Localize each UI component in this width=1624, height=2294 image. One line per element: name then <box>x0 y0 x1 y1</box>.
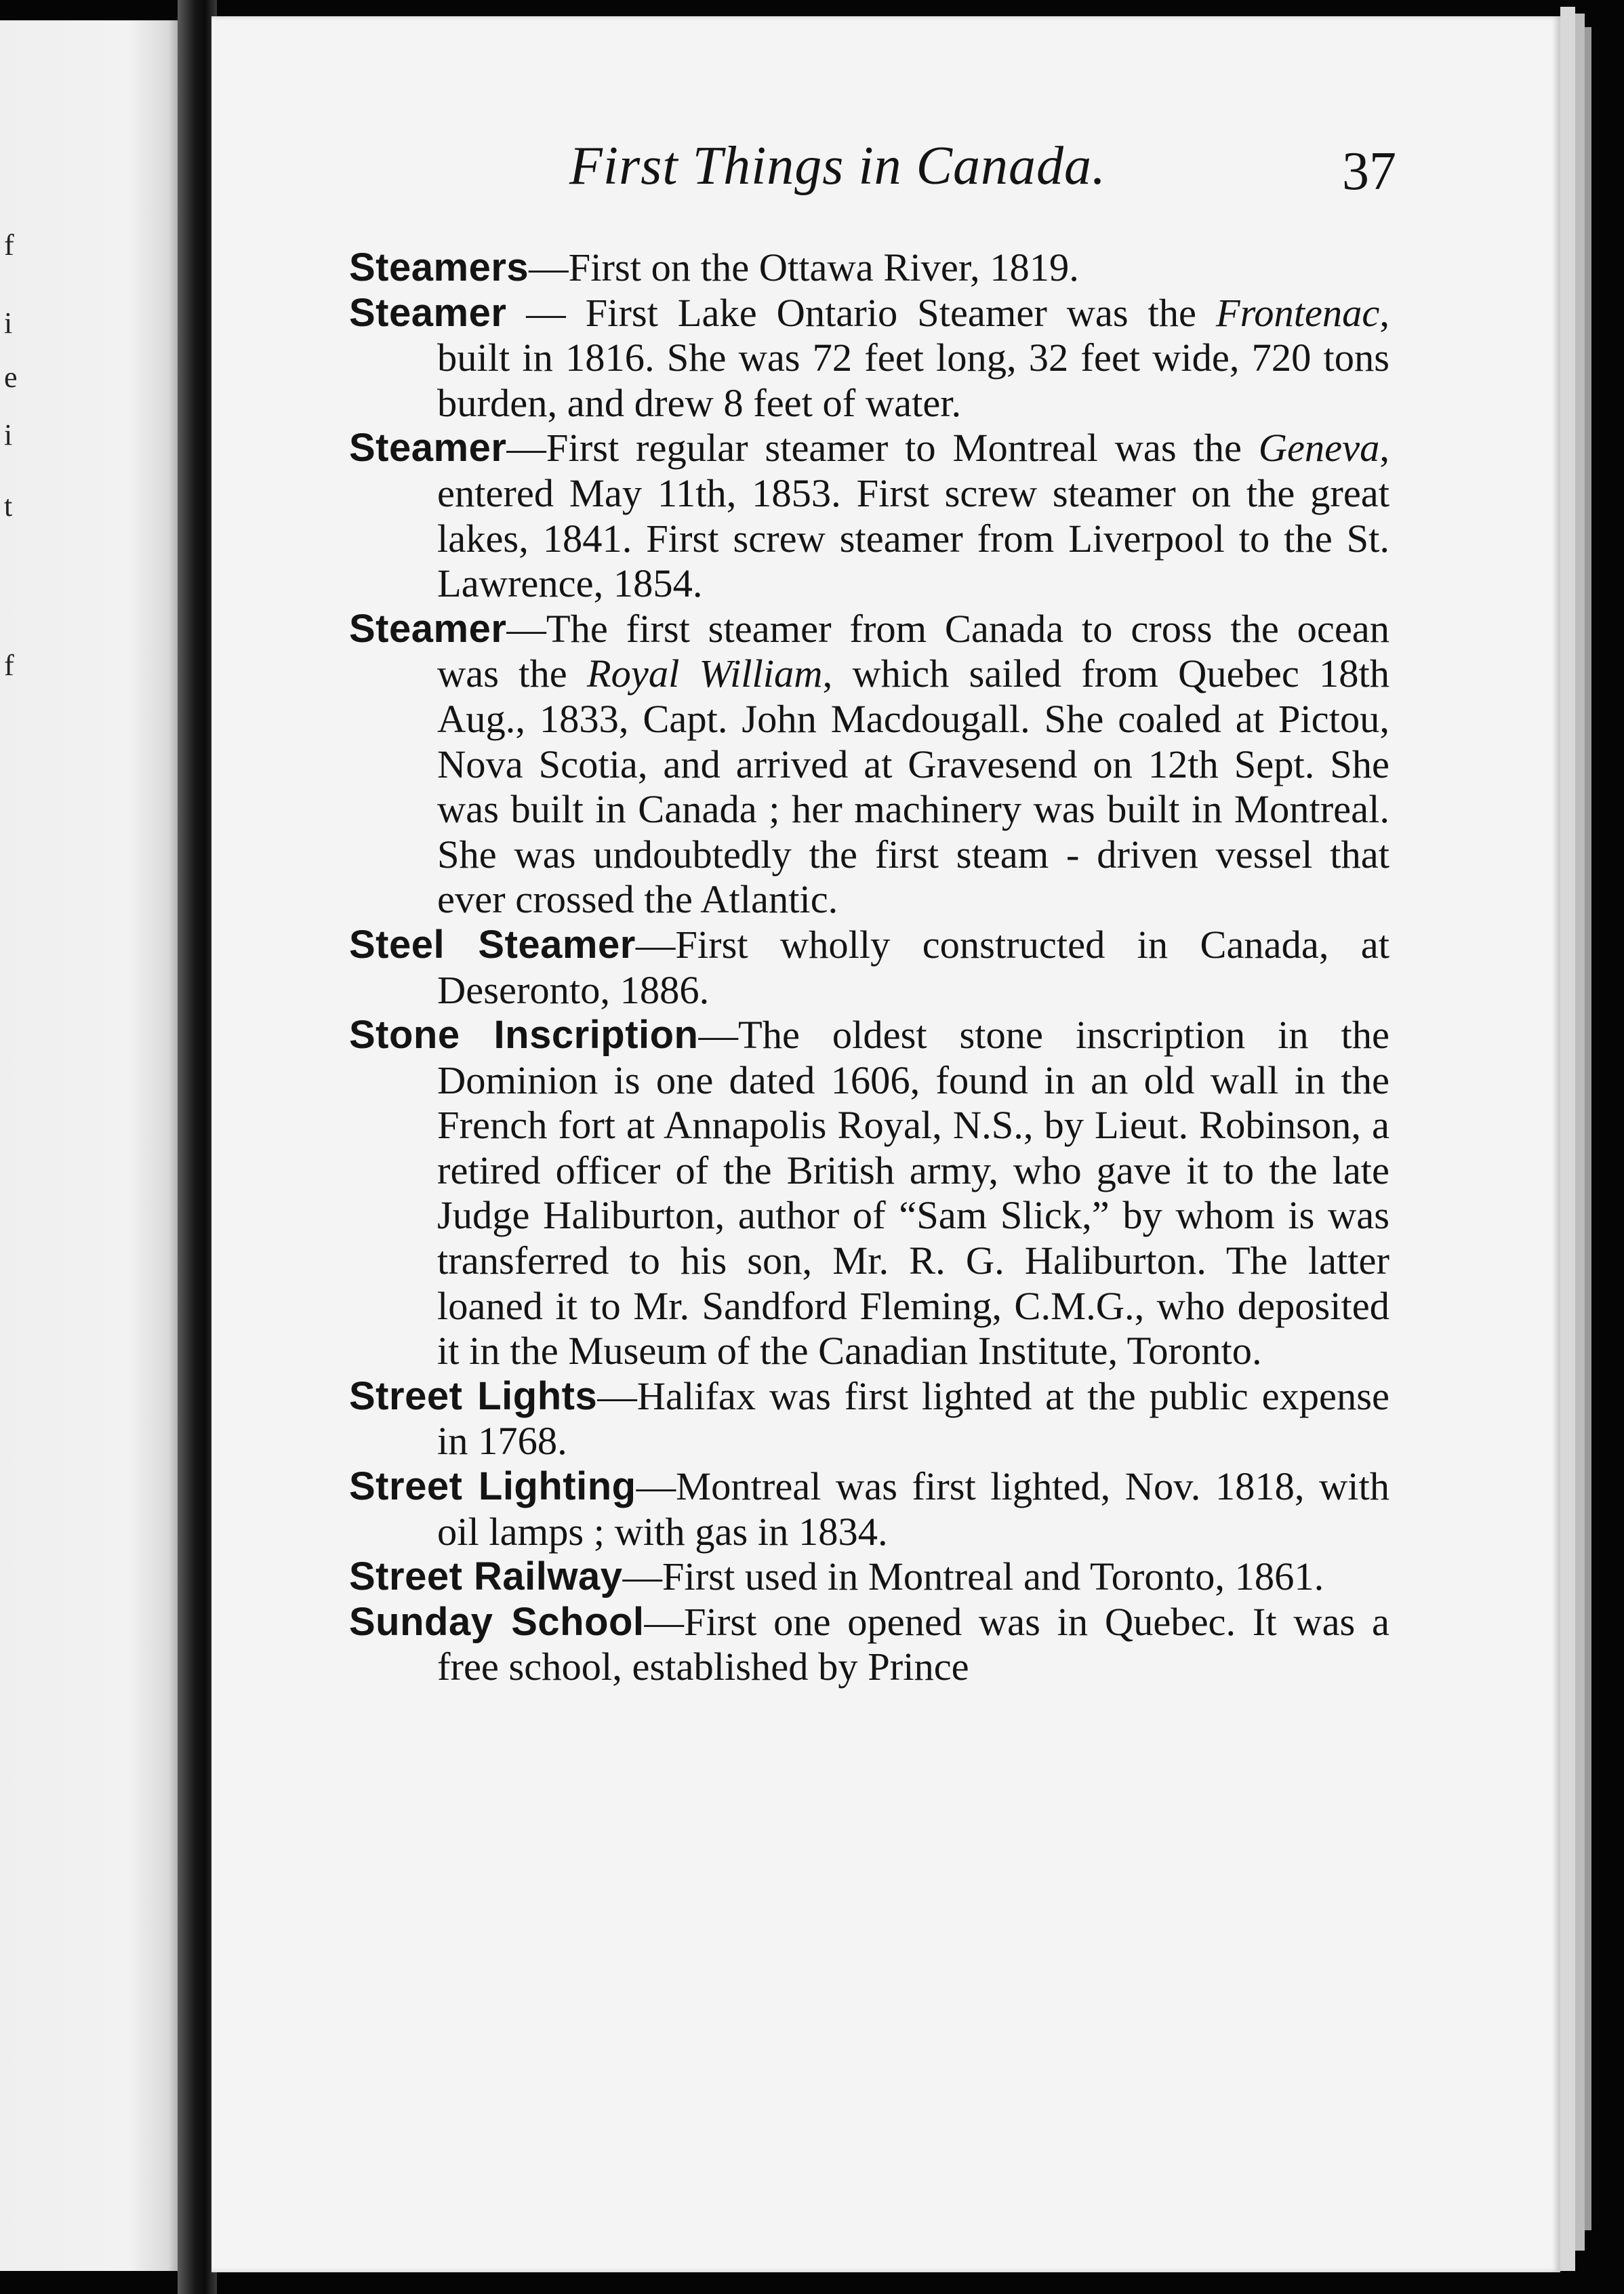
entry-heading: Sunday School <box>349 1599 645 1644</box>
previous-page-fragment: i <box>4 418 13 451</box>
entry-text: , which sailed from Quebec 18th Aug., 1833, Capt. John Macdougall. She coaled at Pictou, Nova Scotia, and arrived at Gravesend on 12th Sept. She was built in Canada ; her machinery was built in Montreal. She was undoubtedly the first steam - driven vessel that ever crossed the Atlantic. <box>437 651 1390 922</box>
entry-text: , built in 1816. She was 72 feet long, 32 feet wide, 720 tons burden, and drew 8 feet of water. <box>437 290 1389 425</box>
entry-text: —First used in Montreal and Toronto, 1861. <box>622 1554 1324 1599</box>
dictionary-entry <box>349 291 1389 426</box>
entry-text: —Montreal was first lighted, Nov. 1818, with oil lamps ; with gas in 1834. <box>437 1464 1389 1554</box>
entry-heading: Stone Inscription <box>349 1013 699 1058</box>
entry-heading: Steel Steamer <box>349 922 636 967</box>
dictionary-entry <box>349 1600 1389 1690</box>
entry-text: , entered May 11th, 1853. First screw steamer on the great lakes, 1841. First screw steamer from Liverpool to the St. Lawrence, 1854. <box>437 426 1389 606</box>
page-edge <box>1585 27 1591 2230</box>
entry-italic-name: Geneva <box>1258 426 1380 470</box>
previous-page-fragment: t <box>4 489 13 523</box>
entry-heading: Steamer <box>349 606 507 651</box>
entry-text: —First one opened was in Quebec. It was a free school, established by Prince <box>437 1599 1389 1689</box>
dictionary-entry <box>349 1374 1389 1464</box>
previous-page-fragment: f <box>4 649 14 682</box>
entry-heading: Steamers <box>349 245 529 289</box>
entry-text: —First wholly constructed in Canada, at Deseronto, 1886. <box>437 922 1389 1012</box>
entry-text: —First regular steamer to Montreal was the <box>506 426 1259 470</box>
dictionary-entry <box>349 607 1389 923</box>
previous-page-fragment: e <box>4 361 18 394</box>
page-body <box>349 245 1389 1690</box>
running-title: First Things in Canada. <box>569 136 1107 196</box>
previous-page-fragment: i <box>4 306 13 340</box>
dictionary-entry <box>349 1013 1389 1374</box>
entry-italic-name: Frontenac <box>1215 290 1380 335</box>
entry-heading: Steamer <box>349 426 507 470</box>
entry-text: — First Lake Ontario Steamer was the <box>506 290 1216 335</box>
page-number: 37 <box>1342 142 1396 201</box>
entry-text: —Halifax was first lighted at the public expense in 1768. <box>437 1373 1389 1464</box>
entry-text: —The first steamer from Canada to cross the ocean was the <box>437 606 1389 696</box>
dictionary-entry <box>349 923 1389 1013</box>
dictionary-entry <box>349 426 1389 606</box>
entry-text: —The oldest stone inscription in the Dominion is one dated 1606, found in an old wall in the French fort at Annapolis Royal, N.S., by Lieut. Robinson, a retired officer of the British army, who gave it to the late Judge Haliburton, author of “Sam Slick,” by whom is was transferred to his son, Mr. R. G. Haliburton. The latter loaned it to Mr. Sandford Fleming, C.M.G., who deposited it in the Museum of the Canadian Institute, Toronto. <box>437 1013 1390 1373</box>
dictionary-entry <box>349 245 1389 291</box>
previous-page-fragment: f <box>4 228 14 262</box>
dictionary-entry <box>349 1464 1389 1554</box>
entry-heading: Street Lights <box>349 1373 598 1418</box>
entry-text: —First on the Ottawa River, 1819. <box>529 245 1079 289</box>
previous-page-edge <box>0 20 183 2271</box>
entry-heading: Street Railway <box>349 1554 623 1599</box>
page-edge <box>1575 14 1585 2251</box>
page-header <box>569 136 1396 210</box>
entry-heading: Street Lighting <box>349 1464 636 1509</box>
page-edge <box>1560 7 1575 2271</box>
dictionary-entry <box>349 1554 1389 1600</box>
entry-italic-name: Royal William <box>586 651 823 696</box>
entry-heading: Steamer <box>349 290 507 335</box>
